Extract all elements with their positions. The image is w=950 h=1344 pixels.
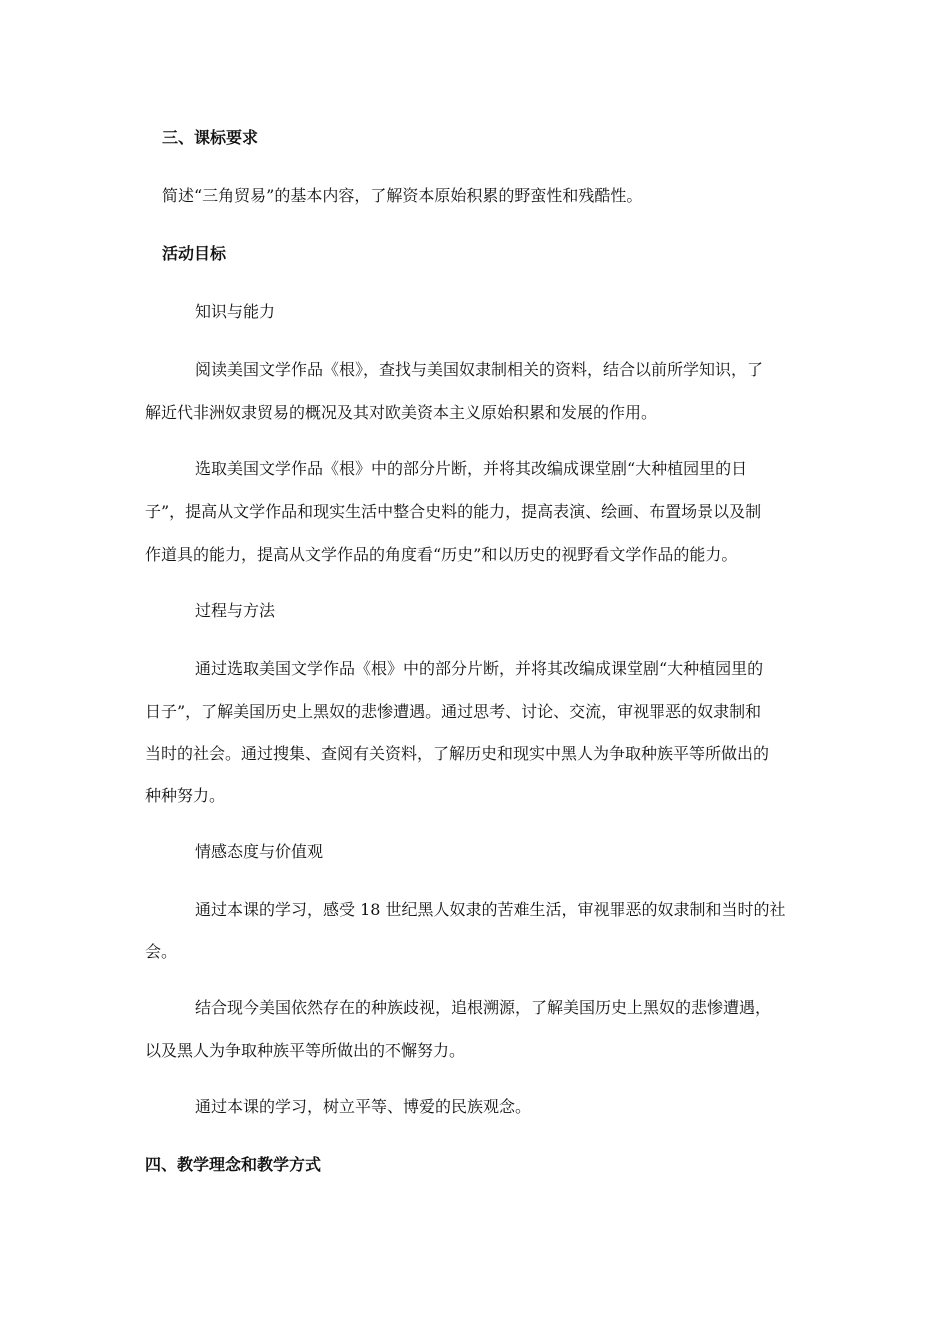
curriculum-requirement-text: 简述“三角贸易”的基本内容，了解资本原始积累的野蛮性和残酷性。	[162, 186, 643, 205]
emotion-paragraph-1-line-1: 通过本课的学习，感受 18 世纪黑人奴隶的苦难生活，审视罪恶的奴隶制和当时的社	[195, 900, 786, 919]
emotion-paragraph-1-line-2: 会。	[145, 942, 178, 961]
process-method-subheading: 过程与方法	[195, 601, 276, 620]
section-3-heading: 三、课标要求	[162, 128, 259, 147]
activity-goals-heading: 活动目标	[162, 244, 227, 263]
emotion-values-subheading: 情感态度与价值观	[195, 842, 324, 861]
emotion-paragraph-3: 通过本课的学习，树立平等、博爱的民族观念。	[195, 1097, 532, 1116]
section-4-heading: 四、教学理念和教学方式	[145, 1155, 322, 1174]
knowledge-paragraph-2-line-2: 子”，提高从文学作品和现实生活中整合史料的能力，提高表演、绘画、布置场景以及制	[145, 502, 762, 521]
knowledge-paragraph-1-line-2: 解近代非洲奴隶贸易的概况及其对欧美资本主义原始积累和发展的作用。	[145, 403, 658, 422]
emotion-paragraph-2-line-1: 结合现今美国依然存在的种族歧视，追根溯源，了解美国历史上黑奴的悲惨遭遇，	[195, 998, 772, 1017]
knowledge-paragraph-1-line-1: 阅读美国文学作品《根》，查找与美国奴隶制相关的资料，结合以前所学知识，了	[195, 360, 764, 379]
process-paragraph-line-2: 日子”，了解美国历史上黑奴的悲惨遭遇。通过思考、讨论、交流，审视罪恶的奴隶制和	[145, 702, 762, 721]
knowledge-paragraph-2-line-3: 作道具的能力，提高从文学作品的角度看“历史”和以历史的视野看文学作品的能力。	[145, 545, 738, 564]
process-paragraph-line-4: 种种努力。	[145, 786, 226, 805]
emotion-paragraph-2-line-2: 以及黑人为争取种族平等所做出的不懈努力。	[145, 1041, 466, 1060]
knowledge-ability-subheading: 知识与能力	[195, 302, 276, 321]
process-paragraph-line-1: 通过选取美国文学作品《根》中的部分片断，并将其改编成课堂剧“大种植园里的	[195, 659, 764, 678]
process-paragraph-line-3: 当时的社会。通过搜集、查阅有关资料，了解历史和现实中黑人为争取种族平等所做出的	[145, 744, 770, 763]
knowledge-paragraph-2-line-1: 选取美国文学作品《根》中的部分片断，并将其改编成课堂剧“大种植园里的日	[195, 459, 748, 478]
